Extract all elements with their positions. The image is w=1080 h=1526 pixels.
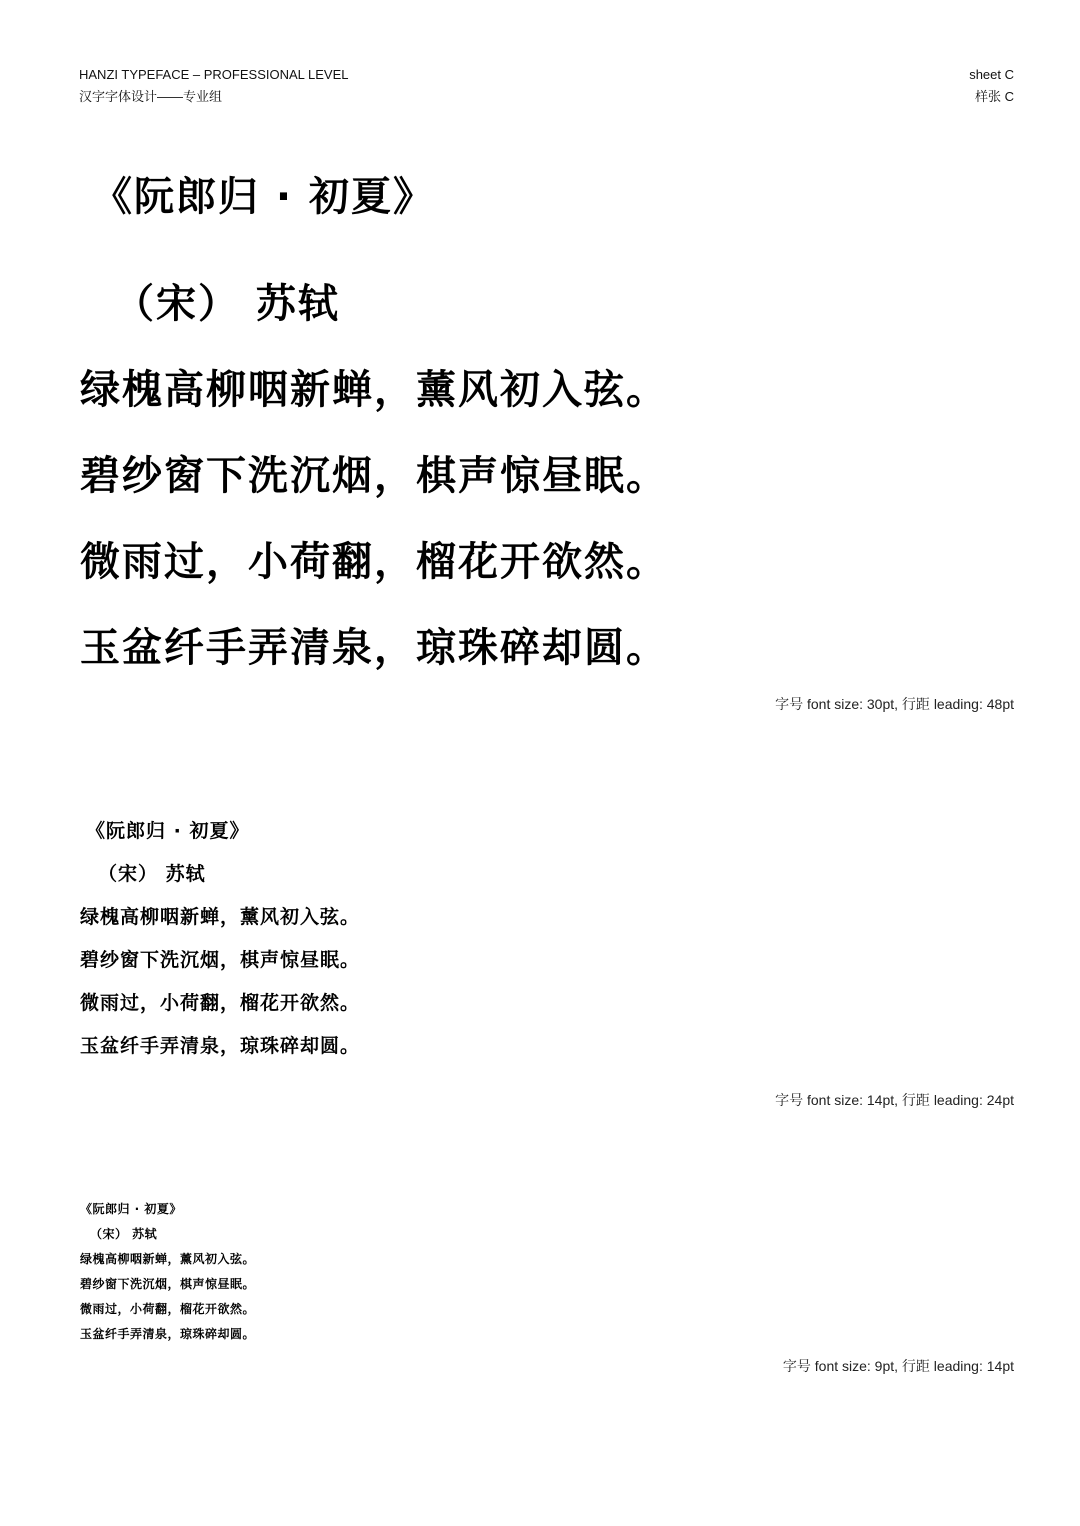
poem-line: 绿槐高柳咽新蝉，薰风初入弦。 <box>80 367 668 413</box>
poem-author: （宋） 苏轼 <box>98 863 206 885</box>
poem-line: 玉盆纤手弄清泉，琼珠碎却圆。 <box>80 1327 256 1341</box>
specimen-medium <box>80 810 360 1068</box>
header-right <box>969 64 1014 108</box>
poem-line: 微雨过，小荷翻，榴花开欲然。 <box>80 1302 256 1316</box>
poem-line: 玉盆纤手弄清泉，琼珠碎却圆。 <box>80 625 668 671</box>
poem-line: 绿槐高柳咽新蝉，薰风初入弦。 <box>80 906 361 928</box>
spec-caption-large: 字号 font size: 30pt, 行距 leading: 48pt <box>775 696 1014 712</box>
sheet-label-zh: 样张 C <box>974 89 1014 104</box>
poem-line: 绿槐高柳咽新蝉，薰风初入弦。 <box>80 1252 256 1266</box>
poem-title: 《阮郎归 · 初夏》 <box>80 1202 182 1216</box>
sheet-label-en: sheet C <box>969 67 1014 82</box>
poem-line: 微雨过，小荷翻，榴花开欲然。 <box>80 992 361 1014</box>
poem-title: 《阮郎归 · 初夏》 <box>86 820 250 842</box>
poem-author: （宋） 苏轼 <box>114 281 340 327</box>
poem-author: （宋） 苏轼 <box>90 1227 158 1241</box>
poem-line: 碧纱窗下洗沉烟，棋声惊昼眠。 <box>80 1277 256 1291</box>
header-left <box>79 64 348 108</box>
poem-line: 微雨过，小荷翻，榴花开欲然。 <box>80 539 668 585</box>
poem-line: 碧纱窗下洗沉烟，棋声惊昼眠。 <box>80 453 668 499</box>
header-title-zh: 汉字字体设计——专业组 <box>79 89 223 104</box>
spec-caption-small: 字号 font size: 9pt, 行距 leading: 14pt <box>782 1358 1014 1374</box>
specimen-small <box>80 1197 255 1347</box>
spec-caption-medium: 字号 font size: 14pt, 行距 leading: 24pt <box>775 1092 1014 1108</box>
poem-line: 玉盆纤手弄清泉，琼珠碎却圆。 <box>80 1035 361 1057</box>
poem-title: 《阮郎归 · 初夏》 <box>92 174 436 220</box>
poem-line: 碧纱窗下洗沉烟，棋声惊昼眠。 <box>80 949 361 971</box>
header-title-en: HANZI TYPEFACE – PROFESSIONAL LEVEL <box>79 67 349 82</box>
specimen-large <box>80 173 668 691</box>
